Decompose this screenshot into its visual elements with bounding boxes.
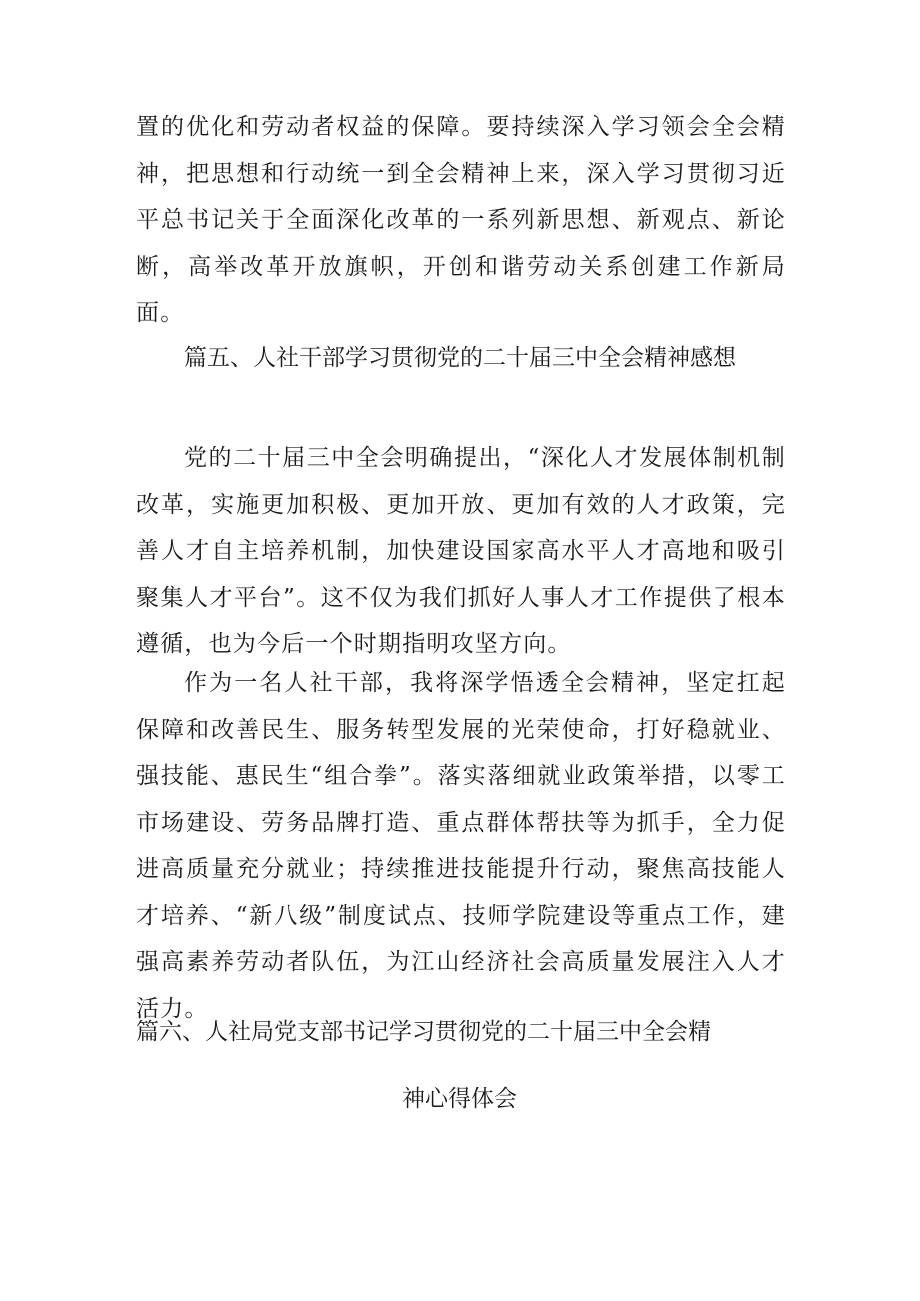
section-heading-6-line2: 神心得体会 [402, 1086, 517, 1112]
section-heading-6-line1: 篇六、人社局党支部书记学习贯彻党的二十届三中全会精 [136, 1019, 711, 1045]
paragraph-section5-intro: 党的二十届三中全会明确提出，“深化人才发展体制机制改革，实施更加积极、更加开放、更加有效的人才政策，完善人才自主培养机制，加快建设国家高水平人才高地和吸引聚集人才平台”。这不仅为我们抓好人事人才工作提供了根本遵循，也为今后一个时期指明攻坚方向。 [136, 445, 786, 657]
paragraph-continuation: 置的优化和劳动者权益的保障。要持续深入学习领会全会精神，把思想和行动统一到全会精神上来，深入学习贯彻习近平总书记关于全面深化改革的一系列新思想、新观点、新论断，高举改革开放旗帜，开创和谐劳动关系创建工作新局面。 [136, 114, 786, 326]
section-heading-5: 篇五、人社干部学习贯彻党的二十届三中全会精神感想 [184, 345, 736, 371]
paragraph-section5-body: 作为一名人社干部，我将深学悟透全会精神，坚定扛起保障和改善民生、服务转型发展的光荣使命，打好稳就业、强技能、惠民生“组合拳”。落实落细就业政策举措，以零工市场建设、劳务品牌打造、重点群体帮扶等为抓手，全力促进高质量充分就业；持续推进技能提升行动，聚焦高技能人才培养、“新八级”制度试点、技师学院建设等重点工作，建强高素养劳动者队伍，为江山经济社会高质量发展注入人才活力。 [136, 670, 786, 1022]
